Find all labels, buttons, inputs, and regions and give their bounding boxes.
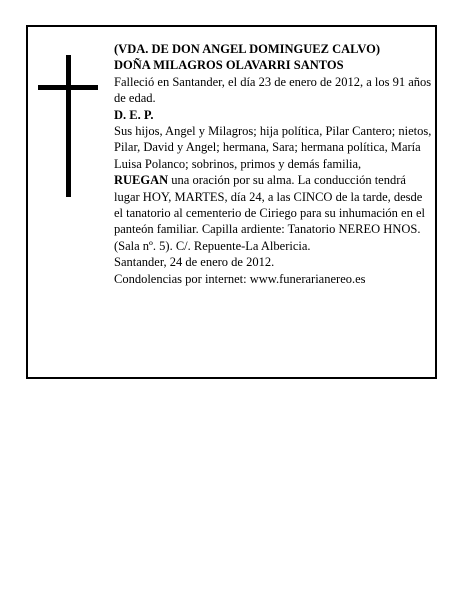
deceased-name: DOÑA MILAGROS OLAVARRI SANTOS	[114, 58, 344, 73]
ruegan-word: RUEGAN	[114, 173, 169, 188]
latin-cross-icon	[38, 55, 98, 197]
cross-vertical-bar	[66, 55, 71, 197]
notice-body	[114, 41, 432, 287]
ceremony-paragraph	[114, 172, 432, 254]
dep-text: D. E. P.	[114, 107, 154, 122]
cross-horizontal-bar	[38, 85, 98, 90]
condolences-line: Condolencias por internet: www.funerarianereo.es	[114, 271, 366, 286]
place-date: Santander, 24 de enero de 2012.	[114, 255, 275, 270]
obituary-notice	[26, 25, 437, 379]
widow-line: (VDA. DE DON ANGEL DOMINGUEZ CALVO)	[114, 42, 380, 56]
ceremony-details: una oración por su alma. La conducción tendrá lugar HOY, MARTES, día 24, a las CINCO de la tarde, desde el tanatorio al cementerio de Ciriego para su inhumación en el panteón familiar. Capilla ardiente: Tanatorio NEREO HNOS. (Sala nº. 5). C/. Repuente-La Albericia.	[114, 173, 425, 253]
family-list: Sus hijos, Angel y Milagros; hija política, Pilar Cantero; nietos, Pilar, David y Angel; hermana, Sara; hermana política, María Luisa Polanco; sobrinos, primos y demás familia,	[114, 124, 432, 171]
death-info: Falleció en Santander, el día 23 de enero de 2012, a los 91 años de edad.	[114, 74, 432, 106]
